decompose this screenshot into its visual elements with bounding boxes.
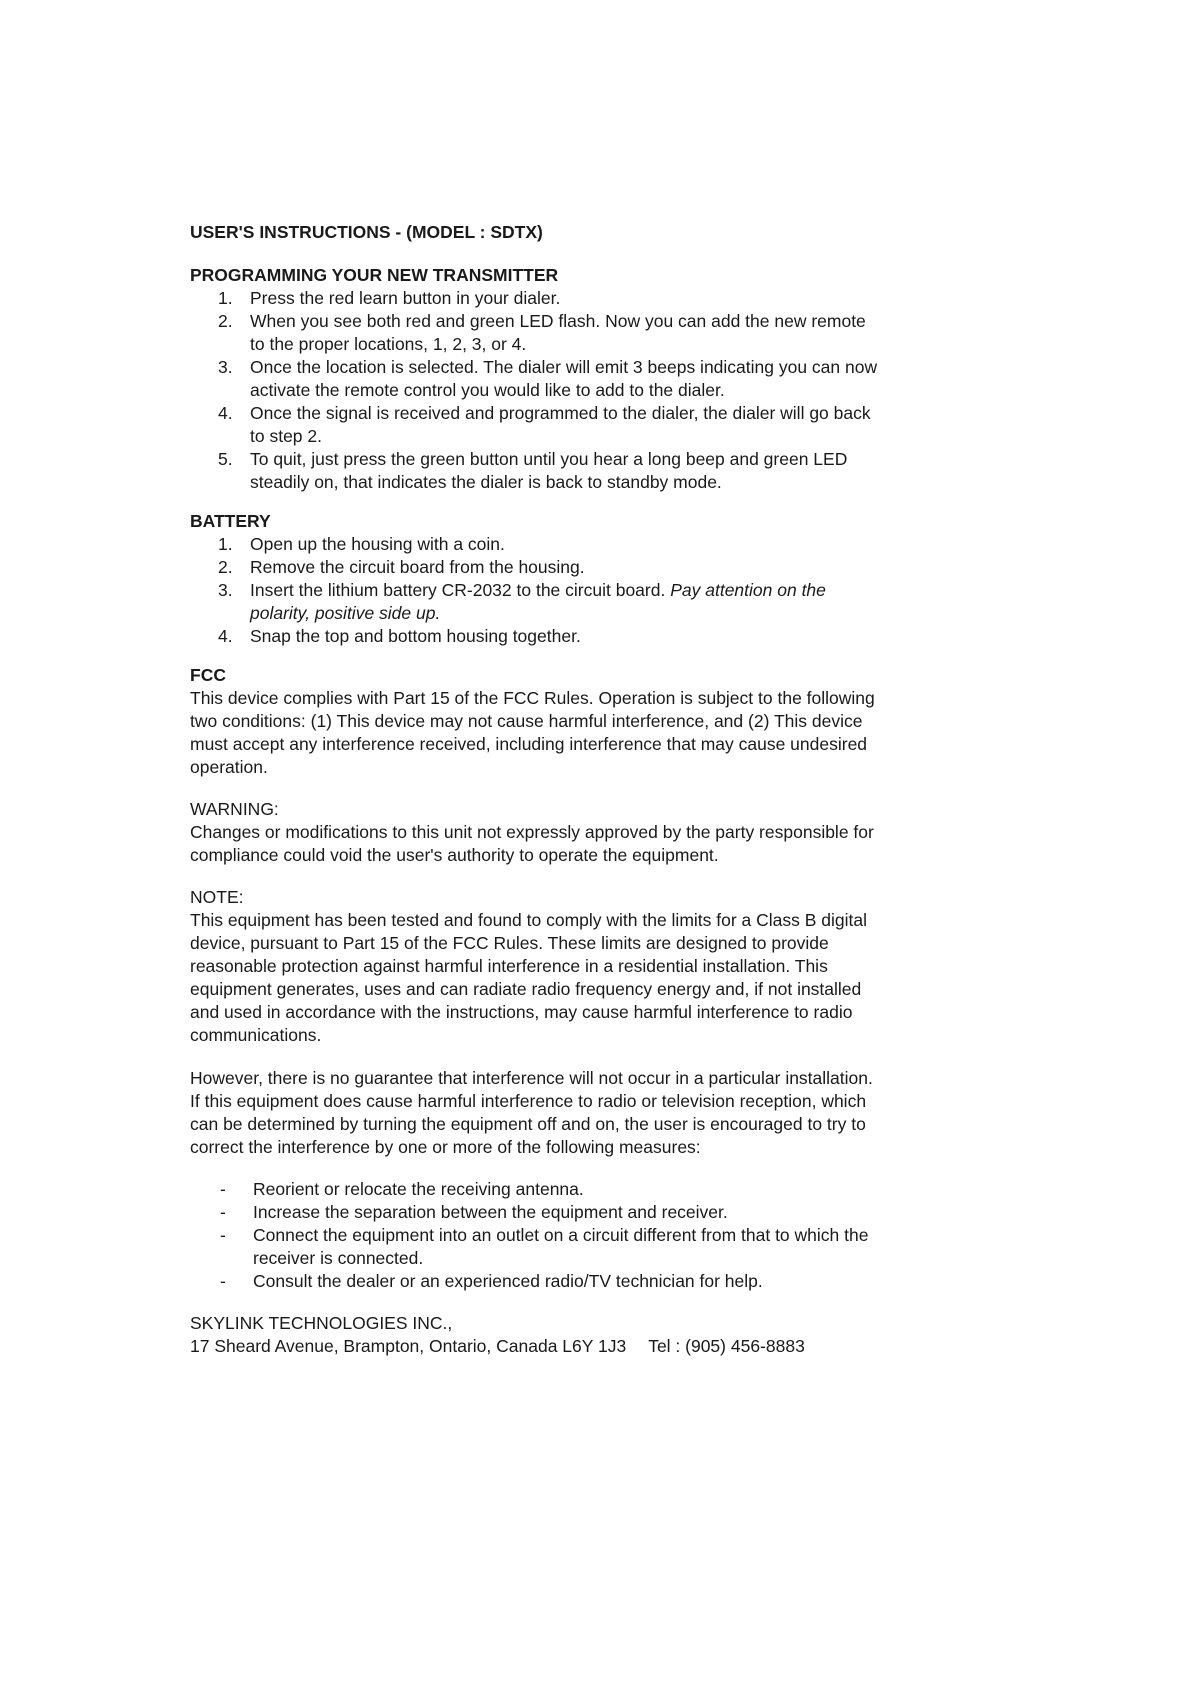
battery-heading: BATTERY	[190, 511, 271, 531]
item-text: Once the signal is received and programmed to the dialer, the dialer will go back	[250, 403, 871, 423]
item-text: Insert the lithium battery CR-2032 to the circuit board.	[250, 580, 666, 600]
text-line: This equipment has been tested and found to comply with the limits for a Class B digital	[190, 910, 868, 930]
text-line: operation.	[190, 757, 268, 777]
polarity-note: Pay attention on the	[670, 580, 826, 600]
fcc-heading: FCC	[190, 665, 226, 685]
however-paragraph	[190, 1067, 950, 1159]
item-text: To quit, just press the green button until you hear a long beep and green LED	[250, 449, 848, 469]
item-text: Snap the top and bottom housing together.	[250, 626, 581, 646]
company-name: SKYLINK TECHNOLOGIES INC.,	[190, 1313, 453, 1333]
item-text: steadily on, that indicates the dialer is back to standby mode.	[250, 472, 722, 492]
dash-bullet: -	[220, 1179, 226, 1199]
item-number: 2.	[218, 557, 233, 577]
text-line: Changes or modifications to this unit not expressly approved by the party responsible for	[190, 822, 874, 842]
text-line: If this equipment does cause harmful interference to radio or television reception, which	[190, 1091, 867, 1111]
item-text: Remove the circuit board from the housing.	[250, 557, 585, 577]
text-line: communications.	[190, 1025, 322, 1045]
polarity-note: polarity, positive side up.	[250, 603, 441, 623]
item-text: receiver is connected.	[253, 1248, 424, 1268]
list-item	[190, 356, 950, 402]
list-item	[190, 310, 950, 356]
text-line: and used in accordance with the instructions, may cause harmful interference to radio	[190, 1002, 853, 1022]
note-label: NOTE:	[190, 887, 244, 907]
battery-list	[190, 533, 950, 648]
text-line: equipment generates, uses and can radiate radio frequency energy and, if not installed	[190, 979, 862, 999]
item-number: 1.	[218, 288, 233, 308]
item-text: When you see both red and green LED flash. Now you can add the new remote	[250, 311, 866, 331]
text-line: reasonable protection against harmful interference in a residential installation. This	[190, 956, 828, 976]
list-item	[190, 579, 950, 625]
list-item	[190, 287, 950, 310]
list-item	[190, 402, 950, 448]
dash-bullet: -	[220, 1202, 226, 1222]
dash-bullet: -	[220, 1271, 226, 1291]
list-item	[190, 625, 950, 648]
text-line: This device complies with Part 15 of the FCC Rules. Operation is subject to the following	[190, 688, 875, 708]
text-line: correct the interference by one or more of the following measures:	[190, 1137, 701, 1157]
item-number: 5.	[218, 449, 233, 469]
item-text: activate the remote control you would like to add to the dialer.	[250, 380, 725, 400]
list-item	[190, 556, 950, 579]
fcc-paragraph	[190, 687, 950, 779]
item-text: Press the red learn button in your dialer.	[250, 288, 561, 308]
measures-list	[190, 1178, 950, 1293]
programming-heading: PROGRAMMING YOUR NEW TRANSMITTER	[190, 265, 559, 285]
list-item	[190, 1178, 950, 1201]
company-address: 17 Sheard Avenue, Brampton, Ontario, Canada L6Y 1J3	[190, 1336, 627, 1356]
item-text: Connect the equipment into an outlet on a circuit different from that to which the	[253, 1225, 869, 1245]
item-number: 3.	[218, 580, 233, 600]
document-title: USER'S INSTRUCTIONS - (MODEL : SDTX)	[190, 222, 543, 242]
item-number: 4.	[218, 403, 233, 423]
text-line: However, there is no guarantee that interference will not occur in a particular installation.	[190, 1068, 873, 1088]
text-line: two conditions: (1) This device may not cause harmful interference, and (2) This device	[190, 711, 863, 731]
item-text: Open up the housing with a coin.	[250, 534, 505, 554]
item-text: Increase the separation between the equipment and receiver.	[253, 1202, 728, 1222]
programming-list	[190, 287, 950, 494]
warning-paragraph	[190, 821, 950, 867]
list-item	[190, 448, 950, 494]
text-line: compliance could void the user's authority to operate the equipment.	[190, 845, 719, 865]
list-item	[190, 1224, 950, 1270]
company-contact	[190, 1335, 950, 1358]
item-number: 3.	[218, 357, 233, 377]
list-item	[190, 1270, 950, 1293]
item-text: Reorient or relocate the receiving antenna.	[253, 1179, 584, 1199]
text-line: device, pursuant to Part 15 of the FCC Rules. These limits are designed to provide	[190, 933, 829, 953]
list-item	[190, 1201, 950, 1224]
item-text: Consult the dealer or an experienced radio/TV technician for help.	[253, 1271, 763, 1291]
item-text: to the proper locations, 1, 2, 3, or 4.	[250, 334, 527, 354]
text-line: must accept any interference received, including interference that may cause undesired	[190, 734, 868, 754]
item-text: to step 2.	[250, 426, 322, 446]
company-phone: Tel : (905) 456-8883	[648, 1336, 805, 1356]
warning-label: WARNING:	[190, 799, 279, 819]
item-number: 2.	[218, 311, 233, 331]
dash-bullet: -	[220, 1225, 226, 1245]
item-text: Once the location is selected. The dialer will emit 3 beeps indicating you can now	[250, 357, 878, 377]
document-page	[190, 221, 950, 1358]
item-number: 4.	[218, 626, 233, 646]
text-line: can be determined by turning the equipment off and on, the user is encouraged to try to	[190, 1114, 866, 1134]
list-item	[190, 533, 950, 556]
note-paragraph	[190, 909, 950, 1047]
item-number: 1.	[218, 534, 233, 554]
